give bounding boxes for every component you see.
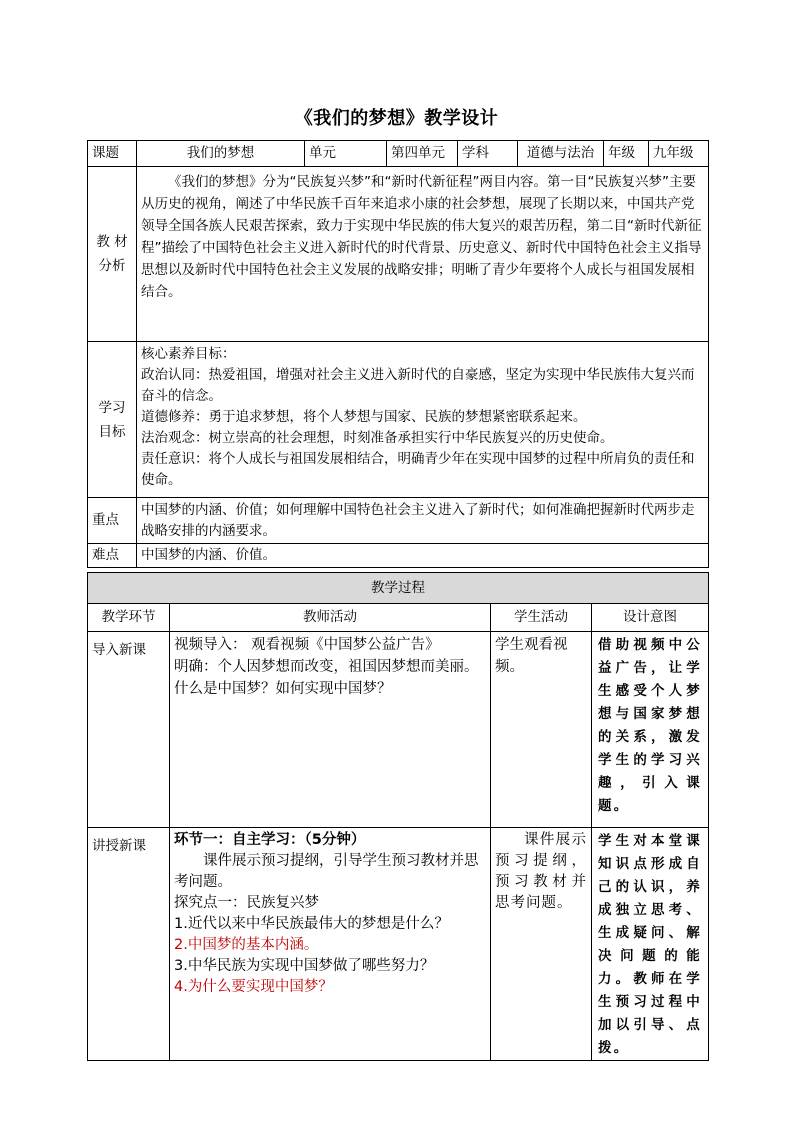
goals-text: [137, 342, 709, 498]
subject-label: 学科: [458, 141, 518, 167]
process-row-intro: [88, 632, 709, 828]
design-intent-new-lesson: 学生对本堂课知识点形成自己的认识，养成独立思考、生成疑问、解决问题的能力。教师在学生预习过程中加以引导、点拨。: [592, 828, 709, 1061]
grade-label: 年级: [604, 141, 649, 167]
student-activity-new-lesson: 课件展示预习提纲，预习教材并思考问题。: [491, 828, 592, 1061]
unit-label: 单元: [305, 141, 387, 167]
analysis-label: 教 材 分析: [88, 167, 137, 342]
column-student: 学生活动: [491, 604, 592, 632]
analysis-text: 《我们的梦想》分为“民族复兴梦”和“新时代新征程”两目内容。第一目“民族复兴梦”主要从历史的视角，阐述了中华民族千百年来追求小康的社会梦想，展现了长期以来，中国共产党领导全国各族人民艰苦探索，致力于实现中华民族的伟大复兴的艰苦历程，第二目“新时代新征程”描绘了中国特色社会主义进入新时代的时代背景、历史意义、新时代中国特色社会主义指导思想以及新时代中国特色社会主义发展的战略安排；明晰了青少年要将个人成长与祖国发展相结合。: [137, 167, 709, 342]
grade-value: 九年级: [649, 141, 709, 167]
teacher-intro-line-0: 视频导入： 观看视频《中国梦公益广告》: [174, 637, 440, 653]
lesson-info-table: [87, 140, 709, 568]
student-activity-intro: 学生观看视频。: [491, 632, 592, 828]
difficult-points-row: [88, 544, 709, 568]
goals-line-2: 道德修养：勇于追求梦想，将个人梦想与国家、民族的梦想紧密联系起来。: [141, 409, 587, 425]
topic-value: 我们的梦想: [137, 141, 305, 167]
section-title: 环节一：自主学习：（5分钟）: [174, 832, 366, 848]
key-points-text: 中国梦的内涵、价值；如何理解中国特色社会主义进入了新时代；如何准确把握新时代两步走战略安排的内涵要求。: [137, 498, 709, 544]
goals-line-0: 核心素养目标：: [141, 346, 236, 362]
document-title: 《我们的梦想》教学设计: [294, 108, 499, 129]
process-header: 教学过程: [88, 573, 709, 604]
stage-intro: 导入新课: [88, 632, 170, 828]
design-intent-intro: 借助视频中公益广告，让学生感受个人梦想与国家梦想的关系，激发学生的学习兴趣，引入课题。: [592, 632, 709, 828]
goals-line-1: 政治认同：热爱祖国，增强对社会主义进入新时代的自豪感，坚定为实现中华民族伟大复兴而奋斗的信念。: [141, 367, 695, 404]
process-columns-row: [88, 604, 709, 632]
difficult-points-label: 难点: [88, 544, 137, 568]
goals-label: 学习 目标: [88, 342, 137, 498]
column-design: 设计意图: [592, 604, 709, 632]
process-header-row: [88, 573, 709, 604]
teacher-intro-line-1: 明确：个人因梦想而改变，祖国因梦想而美丽。什么是中国梦？如何实现中国梦？: [174, 659, 479, 697]
difficult-points-text: 中国梦的内涵、价值。: [137, 544, 709, 568]
info-row: [88, 141, 709, 167]
subject-value: 道德与法治: [518, 141, 604, 167]
section-intro: 课件展示预习提纲，引导学生预习教材并思考问题。: [174, 853, 479, 890]
analysis-row: [88, 167, 709, 342]
question-2: 2.中国梦的基本内涵。: [174, 937, 319, 953]
key-points-label: 重点: [88, 498, 137, 544]
explore-point: 探究点一：民族复兴梦: [174, 895, 319, 911]
teacher-activity-intro: [170, 632, 491, 828]
column-teacher: 教师活动: [170, 604, 491, 632]
column-stage: 教学环节: [88, 604, 170, 632]
teacher-activity-new-lesson: [170, 828, 491, 1061]
question-4: 4.为什么要实现中国梦？: [174, 979, 333, 995]
unit-value: 第四单元: [387, 141, 458, 167]
topic-label: 课题: [88, 141, 137, 167]
goals-row: [88, 342, 709, 498]
question-3: 3.中华民族为实现中国梦做了哪些努力？: [174, 958, 435, 974]
teaching-process-table: [87, 572, 709, 1061]
key-points-row: [88, 498, 709, 544]
goals-line-3: 法治观念：树立崇高的社会理想，时刻准备承担实行中华民族复兴的历史使命。: [141, 430, 614, 446]
process-row-new-lesson: [88, 828, 709, 1061]
goals-line-4: 责任意识：将个人成长与祖国发展相结合，明确青少年在实现中国梦的过程中所肩负的责任和使命。: [141, 451, 695, 488]
question-1: 1.近代以来中华民族最伟大的梦想是什么？: [174, 916, 449, 932]
stage-new-lesson: 讲授新课: [88, 828, 170, 1061]
